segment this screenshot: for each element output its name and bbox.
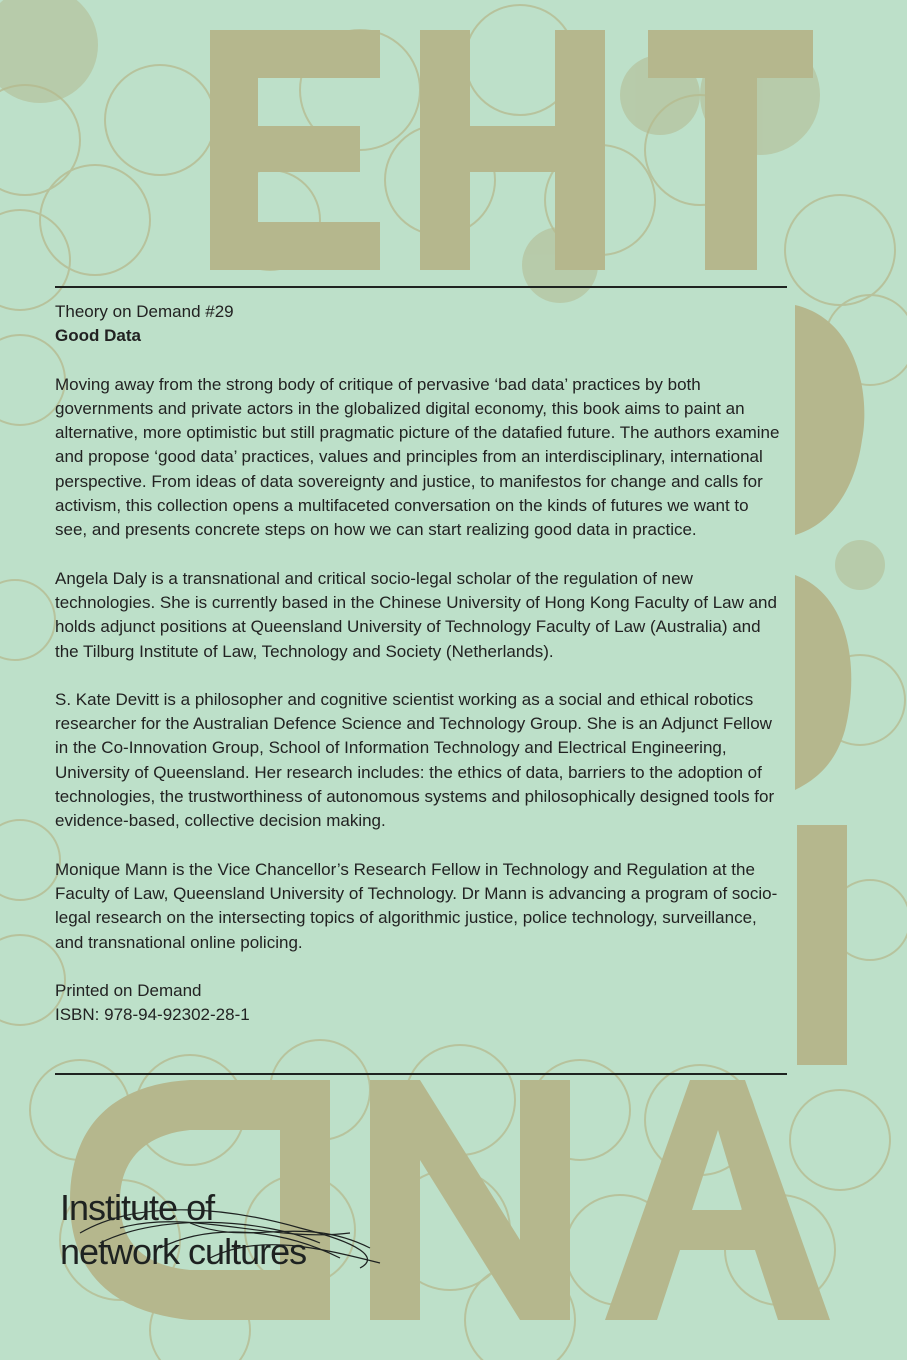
big-letter-h xyxy=(420,30,605,270)
big-letter-e-mirrored xyxy=(210,30,380,270)
big-letter-c-partial xyxy=(795,575,851,790)
author-bio-daly: Angela Daly is a transnational and critical socio-legal scholar of the regulation of new technologies. She is currently based in the Chinese University of Hong Kong Faculty of Law and holds adjunct positions at Queensland University of Technology Faculty of Law (Australia) and the Tilburg Institute of Law, Technology and Society (Netherlands). xyxy=(55,568,777,661)
logo-scribble-icon xyxy=(60,1188,390,1278)
printed-on-demand: Printed on Demand xyxy=(55,980,202,1000)
book-title: Good Data xyxy=(55,326,141,346)
top-divider xyxy=(55,286,787,288)
big-letter-n-mirrored xyxy=(370,1080,570,1320)
book-description: Moving away from the strong body of critique of pervasive ‘bad data’ practices by both governments and private actors in the globalized digital economy, this book aims to paint an alternative, more optimistic but still pragmatic picture of the datafied future. The authors examine and propose ‘good data’ practices, values and principles from an interdisciplinary, international perspective. From ideas of data sovereignty and justice, to manifestos for change and calls for activism, this collection opens a multifaceted conversation on the kinds of futures we want to see, and presents concrete steps on how we can start realizing good data in practice. xyxy=(55,374,780,540)
big-letter-d-partial xyxy=(795,305,864,535)
author-bio-devitt: S. Kate Devitt is a philosopher and cognitive scientist working as a social and ethical robotics researcher for the Australian Defence Science and Technology Group. She is an Adjunct Fellow in the Co-Innovation Group, School of Information Technology and Electrical Engineering, University of Queensland. Her research includes: the ethics of data, barriers to the adoption of technologies, the trustworthiness of autonomous systems and philosophically designed tools for evidence-based, collective decision making. xyxy=(55,689,775,831)
bottom-divider xyxy=(55,1073,787,1075)
logo-line-1: Institute of xyxy=(60,1187,215,1228)
big-letter-i-partial xyxy=(797,825,847,1065)
series-label: Theory on Demand #29 xyxy=(55,302,234,321)
institute-of-network-cultures-logo xyxy=(60,1188,390,1278)
author-bio-mann: Monique Mann is the Vice Chancellor’s Research Fellow in Technology and Regulation at the Faculty of Law, Queensland University of Technology. Dr Mann is advancing a program of socio- legal research on the intersecting topics of algorithmic justice, police technology, surveillance, and transnational online policing. xyxy=(55,859,778,952)
isbn: ISBN: 978-94-92302-28-1 xyxy=(55,1005,250,1025)
back-cover-text xyxy=(55,300,785,1051)
logo-line-2: network cultures xyxy=(60,1231,307,1272)
